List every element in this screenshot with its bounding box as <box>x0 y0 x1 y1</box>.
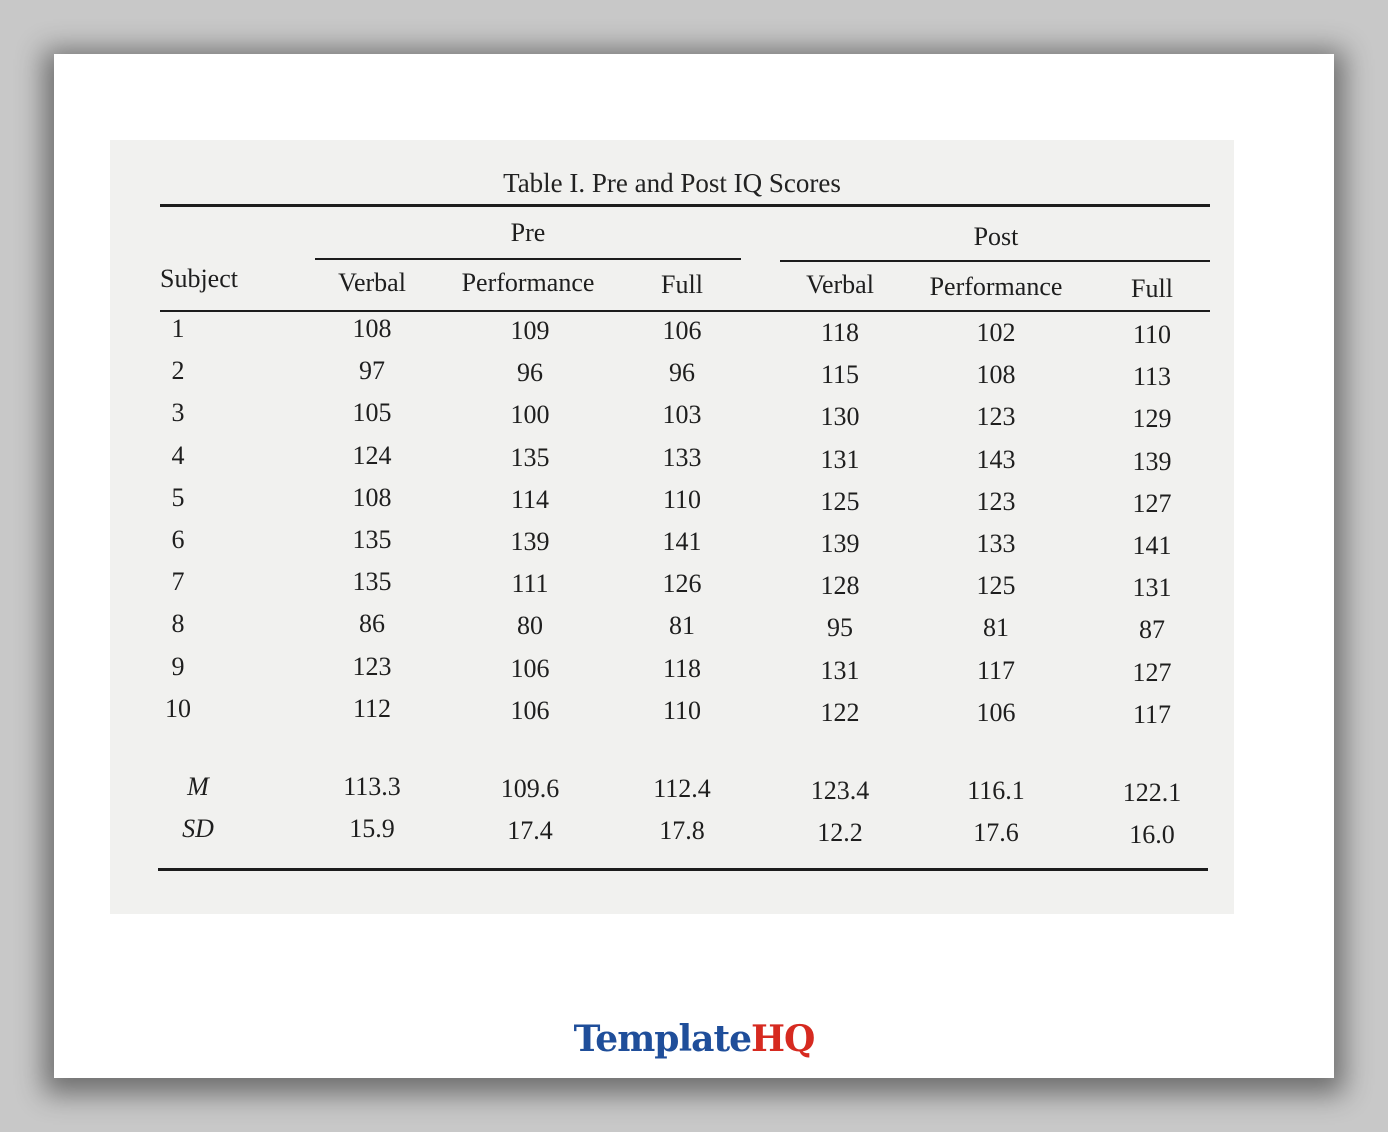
score-cell: 114 <box>510 484 550 514</box>
score-cell: 123 <box>352 651 392 681</box>
subject-number: 2 <box>171 356 185 386</box>
sd-cell: 17.8 <box>659 816 705 845</box>
score-cell: 123 <box>976 402 1016 432</box>
score-cell: 87 <box>1139 615 1165 645</box>
subject-number: 6 <box>171 525 185 554</box>
score-cell: 135 <box>352 567 392 597</box>
subject-number: 4 <box>171 440 185 470</box>
score-cell: 97 <box>359 356 385 386</box>
pre-group-rule <box>315 258 741 260</box>
score-cell: 133 <box>662 442 702 472</box>
score-cell: 96 <box>669 358 695 388</box>
subject-number: 8 <box>171 609 185 639</box>
score-cell: 141 <box>1132 531 1172 560</box>
score-cell: 123 <box>976 486 1016 516</box>
subject-header: Subject <box>160 264 238 293</box>
group-header-pre: Pre <box>510 218 546 247</box>
score-cell: 125 <box>820 486 860 516</box>
column-header: Full <box>661 270 703 299</box>
score-cell: 135 <box>510 442 550 472</box>
score-cell: 129 <box>1132 404 1172 434</box>
score-cell: 117 <box>1132 699 1172 729</box>
score-cell: 131 <box>1132 573 1172 603</box>
score-cell: 106 <box>976 697 1016 727</box>
score-cell: 118 <box>662 653 702 683</box>
score-cell: 106 <box>510 653 550 683</box>
scanned-table <box>110 140 1234 914</box>
top-rule <box>160 204 1210 207</box>
score-cell: 141 <box>662 527 702 556</box>
column-header: Verbal <box>806 270 874 299</box>
score-cell: 125 <box>976 571 1016 601</box>
score-cell: 109 <box>510 316 550 345</box>
score-cell: 80 <box>517 611 543 641</box>
score-cell: 130 <box>820 402 860 432</box>
score-cell: 139 <box>820 529 860 558</box>
score-cell: 106 <box>662 316 702 345</box>
document-page <box>54 54 1334 1078</box>
templatehq-logo <box>54 1018 1334 1060</box>
score-cell: 139 <box>1132 446 1172 476</box>
score-cell: 103 <box>662 400 702 430</box>
score-cell: 108 <box>352 482 392 512</box>
score-cell: 127 <box>1132 657 1172 687</box>
score-cell: 111 <box>511 569 549 599</box>
sd-cell: 12.2 <box>817 818 863 847</box>
score-cell: 108 <box>976 360 1016 390</box>
sd-cell: 16.0 <box>1129 820 1175 849</box>
column-header: Full <box>1131 274 1173 303</box>
subject-number: 1 <box>171 314 185 343</box>
subject-number: 7 <box>171 567 185 597</box>
score-cell: 95 <box>827 613 853 643</box>
sd-cell: 17.6 <box>973 818 1019 847</box>
subject-number: 10 <box>165 693 191 723</box>
column-header: Verbal <box>338 268 406 297</box>
score-cell: 105 <box>352 398 392 428</box>
score-cell: 133 <box>976 529 1016 558</box>
bottom-rule <box>158 868 1208 871</box>
logo-part-template: Template <box>573 1018 751 1060</box>
score-cell: 115 <box>820 360 860 390</box>
score-cell: 118 <box>820 318 860 347</box>
score-cell: 106 <box>510 695 550 725</box>
score-cell: 81 <box>983 613 1009 643</box>
score-cell: 124 <box>352 440 392 470</box>
mean-cell: 123.4 <box>810 776 870 805</box>
column-header: Performance <box>929 272 1063 301</box>
score-cell: 96 <box>517 358 543 388</box>
column-header: Performance <box>461 268 595 297</box>
score-cell: 131 <box>820 444 860 474</box>
score-cell: 131 <box>820 655 860 685</box>
score-cell: 110 <box>662 695 702 725</box>
mean-cell: 122.1 <box>1122 778 1182 807</box>
mean-cell: 109.6 <box>500 774 560 803</box>
subject-number: 3 <box>171 398 185 428</box>
score-cell: 81 <box>669 611 695 641</box>
score-cell: 112 <box>352 693 392 723</box>
sd-cell: 17.4 <box>507 816 553 845</box>
subject-number: 9 <box>171 651 185 681</box>
score-cell: 128 <box>820 571 860 601</box>
score-cell: 110 <box>1132 320 1172 349</box>
score-cell: 122 <box>820 697 860 727</box>
mean-cell: 116.1 <box>967 776 1025 805</box>
logo-part-hq: HQ <box>751 1018 815 1060</box>
group-header-post: Post <box>973 222 1019 251</box>
table-title: Table I. Pre and Post IQ Scores <box>503 168 841 198</box>
score-cell: 117 <box>976 655 1016 685</box>
header-rule <box>160 310 1210 312</box>
subject-number: 5 <box>171 482 185 512</box>
score-cell: 100 <box>510 400 550 430</box>
sd-label: SD <box>182 814 214 843</box>
score-cell: 108 <box>352 314 392 343</box>
post-group-rule <box>780 260 1210 262</box>
score-cell: 102 <box>976 318 1016 347</box>
score-cell: 143 <box>976 444 1016 474</box>
score-cell: 113 <box>1132 362 1172 392</box>
score-cell: 86 <box>359 609 385 639</box>
sd-cell: 15.9 <box>349 814 395 843</box>
score-cell: 127 <box>1132 488 1172 518</box>
score-cell: 135 <box>352 525 392 554</box>
score-cell: 110 <box>662 484 702 514</box>
mean-cell: 113.3 <box>343 772 401 801</box>
score-cell: 126 <box>662 569 702 599</box>
score-cell: 139 <box>510 527 550 556</box>
mean-cell: 112.4 <box>653 774 711 803</box>
mean-label: M <box>187 772 209 801</box>
